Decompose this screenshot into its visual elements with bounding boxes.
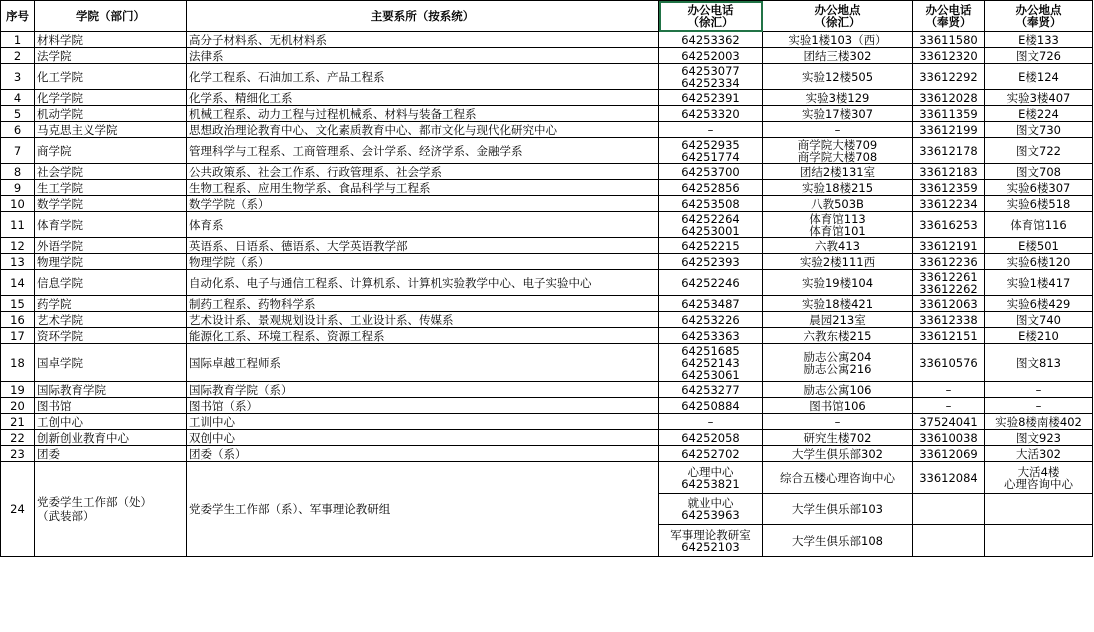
cell-location-fengxian[interactable]: 体育馆116	[985, 212, 1093, 238]
cell-phone-fengxian[interactable]: 33612028	[913, 90, 985, 106]
table-row	[1, 296, 1093, 312]
table-row	[1, 196, 1093, 212]
cell-seq[interactable]: 18	[1, 344, 35, 382]
cell-college[interactable]: 马克思主义学院	[35, 122, 187, 138]
table-row	[1, 212, 1093, 238]
cell-location-xuhui[interactable]: 励志公寓106	[763, 382, 913, 398]
cell-depts[interactable]: 国际教育学院（系）	[187, 382, 659, 398]
cell-phone-fengxian[interactable]: 33612069	[913, 446, 985, 462]
cell-depts[interactable]: 工训中心	[187, 414, 659, 430]
header-seq[interactable]: 序号	[1, 1, 35, 32]
cell-depts[interactable]: 国际卓越工程师系	[187, 344, 659, 382]
cell-college[interactable]: 艺术学院	[35, 312, 187, 328]
table-row	[1, 344, 1093, 382]
cell-depts[interactable]: 艺术设计系、景观规划设计系、工业设计系、传媒系	[187, 312, 659, 328]
cell-location-fengxian[interactable]: 实验6楼120	[985, 254, 1093, 270]
cell-location-xuhui[interactable]: 团结2楼131室	[763, 164, 913, 180]
cell-college[interactable]: 商学院	[35, 138, 187, 164]
cell-location-xuhui[interactable]: 六教东楼215	[763, 328, 913, 344]
cell-seq[interactable]: 2	[1, 48, 35, 64]
cell-location-xuhui[interactable]: 大学生俱乐部302	[763, 446, 913, 462]
cell-phone-fengxian[interactable]: 33612084	[913, 462, 985, 494]
header-depts[interactable]: 主要系所（按系统）	[187, 1, 659, 32]
cell-phone-xuhui[interactable]: 64253363	[659, 328, 763, 344]
cell-college[interactable]: 党委学生工作部（处） （武装部）	[35, 462, 187, 557]
cell-location-fengxian[interactable]: 实验6楼518	[985, 196, 1093, 212]
cell-college[interactable]: 团委	[35, 446, 187, 462]
cell-location-xuhui[interactable]: 晨园213室	[763, 312, 913, 328]
cell-phone-fengxian[interactable]: 37524041	[913, 414, 985, 430]
cell-college[interactable]: 机动学院	[35, 106, 187, 122]
cell-depts[interactable]: 自动化系、电子与通信工程系、计算机系、计算机实验教学中心、电子实验中心	[187, 270, 659, 296]
table-row	[1, 446, 1093, 462]
cell-location-fengxian[interactable]	[985, 494, 1093, 525]
cell-location-fengxian[interactable]: 图文722	[985, 138, 1093, 164]
cell-seq[interactable]: 16	[1, 312, 35, 328]
cell-phone-fengxian[interactable]: 33611580	[913, 32, 985, 48]
cell-phone-fengxian[interactable]: 33612191	[913, 238, 985, 254]
cell-depts[interactable]: 机械工程系、动力工程与过程机械系、材料与装备工程系	[187, 106, 659, 122]
table-row-24	[1, 462, 1093, 494]
cell-location-xuhui[interactable]: 体育馆113 体育馆101	[763, 212, 913, 238]
cell-depts[interactable]: 法律系	[187, 48, 659, 64]
cell-location-fengxian[interactable]: E楼224	[985, 106, 1093, 122]
cell-depts[interactable]: 制药工程系、药物科学系	[187, 296, 659, 312]
cell-location-fengxian[interactable]: E楼133	[985, 32, 1093, 48]
cell-seq[interactable]: 19	[1, 382, 35, 398]
cell-phone-xuhui[interactable]: –	[659, 414, 763, 430]
cell-seq[interactable]: 8	[1, 164, 35, 180]
cell-location-fengxian[interactable]: 图文730	[985, 122, 1093, 138]
cell-depts[interactable]: 化学工程系、石油加工系、产品工程系	[187, 64, 659, 90]
cell-seq[interactable]: 24	[1, 462, 35, 557]
cell-depts[interactable]: 高分子材料系、无机材料系	[187, 32, 659, 48]
cell-location-fengxian[interactable]: 实验8楼南楼402	[985, 414, 1093, 430]
cell-location-fengxian[interactable]: 实验6楼429	[985, 296, 1093, 312]
cell-phone-fengxian[interactable]: 33612261 33612262	[913, 270, 985, 296]
cell-college[interactable]: 创新创业教育中心	[35, 430, 187, 446]
cell-phone-xuhui[interactable]: 64252393	[659, 254, 763, 270]
cell-location-fengxian[interactable]: 实验1楼417	[985, 270, 1093, 296]
cell-depts[interactable]: 物理学院（系）	[187, 254, 659, 270]
cell-phone-fengxian[interactable]: 33610576	[913, 344, 985, 382]
table-row	[1, 430, 1093, 446]
cell-seq[interactable]: 13	[1, 254, 35, 270]
header-location-fengxian[interactable]: 办公地点 （奉贤）	[985, 1, 1093, 32]
cell-phone-fengxian[interactable]: 33612063	[913, 296, 985, 312]
cell-seq[interactable]: 5	[1, 106, 35, 122]
header-phone-fengxian[interactable]: 办公电话 （奉贤）	[913, 1, 985, 32]
cell-phone-xuhui[interactable]: 军事理论教研室 64252103	[659, 525, 763, 557]
cell-college[interactable]: 国卓学院	[35, 344, 187, 382]
cell-location-xuhui[interactable]: –	[763, 414, 913, 430]
cell-college[interactable]: 法学院	[35, 48, 187, 64]
cell-college[interactable]: 化工学院	[35, 64, 187, 90]
cell-location-fengxian[interactable]: 图文726	[985, 48, 1093, 64]
cell-depts[interactable]: 双创中心	[187, 430, 659, 446]
cell-college[interactable]: 工创中心	[35, 414, 187, 430]
cell-location-xuhui[interactable]: 图书馆106	[763, 398, 913, 414]
cell-phone-xuhui[interactable]: 心理中心 64253821	[659, 462, 763, 494]
cell-location-xuhui[interactable]: 六教413	[763, 238, 913, 254]
cell-phone-xuhui[interactable]: 64253277	[659, 382, 763, 398]
cell-college[interactable]: 药学院	[35, 296, 187, 312]
cell-location-xuhui[interactable]: 研究生楼702	[763, 430, 913, 446]
cell-college[interactable]: 图书馆	[35, 398, 187, 414]
cell-depts[interactable]: 体育系	[187, 212, 659, 238]
table-row	[1, 32, 1093, 48]
cell-phone-xuhui[interactable]: 64252935 64251774	[659, 138, 763, 164]
cell-location-fengxian[interactable]: E楼210	[985, 328, 1093, 344]
cell-seq[interactable]: 6	[1, 122, 35, 138]
cell-seq[interactable]: 3	[1, 64, 35, 90]
cell-phone-fengxian[interactable]	[913, 494, 985, 525]
table-row	[1, 138, 1093, 164]
table-row	[1, 312, 1093, 328]
cell-phone-xuhui[interactable]: 64253320	[659, 106, 763, 122]
cell-depts[interactable]: 化学系、精细化工系	[187, 90, 659, 106]
cell-depts[interactable]: 英语系、日语系、德语系、大学英语教学部	[187, 238, 659, 254]
cell-phone-xuhui[interactable]: 64253362	[659, 32, 763, 48]
cell-location-xuhui[interactable]: 励志公寓204 励志公寓216	[763, 344, 913, 382]
cell-location-fengxian[interactable]: 图文923	[985, 430, 1093, 446]
table-row	[1, 414, 1093, 430]
cell-phone-fengxian[interactable]: 33612151	[913, 328, 985, 344]
cell-phone-fengxian[interactable]: 33612292	[913, 64, 985, 90]
cell-location-xuhui[interactable]: 综合五楼心理咨询中心	[763, 462, 913, 494]
cell-depts[interactable]: 公共政策系、社会工作系、行政管理系、社会学系	[187, 164, 659, 180]
cell-location-fengxian[interactable]: E楼501	[985, 238, 1093, 254]
cell-depts[interactable]: 生物工程系、应用生物学系、食品科学与工程系	[187, 180, 659, 196]
cell-phone-fengxian[interactable]: 33612178	[913, 138, 985, 164]
cell-location-fengxian[interactable]: 大活302	[985, 446, 1093, 462]
cell-location-xuhui[interactable]: 实验19楼104	[763, 270, 913, 296]
header-phone-xuhui[interactable]: 办公电话 （徐汇）	[659, 1, 763, 32]
cell-location-fengxian[interactable]: 图文813	[985, 344, 1093, 382]
cell-college[interactable]: 信息学院	[35, 270, 187, 296]
cell-seq[interactable]: 7	[1, 138, 35, 164]
cell-college[interactable]: 体育学院	[35, 212, 187, 238]
cell-phone-xuhui[interactable]: 64253508	[659, 196, 763, 212]
cell-seq[interactable]: 17	[1, 328, 35, 344]
cell-phone-xuhui[interactable]: 64253487	[659, 296, 763, 312]
cell-phone-xuhui[interactable]: 64252003	[659, 48, 763, 64]
table-row	[1, 328, 1093, 344]
cell-phone-xuhui[interactable]: 就业中心 64253963	[659, 494, 763, 525]
cell-location-xuhui[interactable]: 实验18楼215	[763, 180, 913, 196]
cell-seq[interactable]: 10	[1, 196, 35, 212]
cell-college[interactable]: 材料学院	[35, 32, 187, 48]
cell-phone-xuhui[interactable]: 64252391	[659, 90, 763, 106]
cell-phone-fengxian[interactable]: 33610038	[913, 430, 985, 446]
cell-seq[interactable]: 21	[1, 414, 35, 430]
cell-location-xuhui[interactable]: –	[763, 122, 913, 138]
cell-seq[interactable]: 15	[1, 296, 35, 312]
cell-seq[interactable]: 23	[1, 446, 35, 462]
table-row	[1, 164, 1093, 180]
table-row	[1, 382, 1093, 398]
cell-seq[interactable]: 11	[1, 212, 35, 238]
cell-depts[interactable]: 党委学生工作部（系）、军事理论教研组	[187, 462, 659, 557]
cell-seq[interactable]: 4	[1, 90, 35, 106]
table-row	[1, 106, 1093, 122]
cell-phone-fengxian[interactable]: 33611359	[913, 106, 985, 122]
cell-seq[interactable]: 14	[1, 270, 35, 296]
cell-college[interactable]: 生工学院	[35, 180, 187, 196]
table-row	[1, 122, 1093, 138]
cell-location-fengxian[interactable]: 实验6楼307	[985, 180, 1093, 196]
cell-phone-xuhui[interactable]: 64252264 64253001	[659, 212, 763, 238]
cell-phone-fengxian[interactable]: –	[913, 398, 985, 414]
cell-location-xuhui[interactable]: 实验3楼129	[763, 90, 913, 106]
cell-location-fengxian[interactable]: 实验3楼407	[985, 90, 1093, 106]
cell-location-xuhui[interactable]: 团结三楼302	[763, 48, 913, 64]
cell-depts[interactable]: 团委（系）	[187, 446, 659, 462]
cell-college[interactable]: 资环学院	[35, 328, 187, 344]
table-row	[1, 254, 1093, 270]
table-row	[1, 90, 1093, 106]
cell-phone-fengxian[interactable]: 33612338	[913, 312, 985, 328]
cell-depts[interactable]: 管理科学与工程系、工商管理系、会计学系、经济学系、金融学系	[187, 138, 659, 164]
cell-location-xuhui[interactable]: 实验17楼307	[763, 106, 913, 122]
cell-location-xuhui[interactable]: 大学生俱乐部103	[763, 494, 913, 525]
cell-phone-xuhui[interactable]: 64251685 64252143 64253061	[659, 344, 763, 382]
cell-college[interactable]: 外语学院	[35, 238, 187, 254]
cell-phone-xuhui[interactable]: 64252215	[659, 238, 763, 254]
cell-depts[interactable]: 能源化工系、环境工程系、资源工程系	[187, 328, 659, 344]
cell-phone-fengxian[interactable]: 33612183	[913, 164, 985, 180]
table-row	[1, 64, 1093, 90]
cell-phone-xuhui[interactable]: 64253077 64252334	[659, 64, 763, 90]
cell-location-xuhui[interactable]: 商学院大楼709 商学院大楼708	[763, 138, 913, 164]
cell-seq[interactable]: 1	[1, 32, 35, 48]
cell-phone-xuhui[interactable]: –	[659, 122, 763, 138]
table-row	[1, 238, 1093, 254]
cell-phone-fengxian[interactable]: 33612236	[913, 254, 985, 270]
cell-phone-fengxian[interactable]: 33612199	[913, 122, 985, 138]
header-location-xuhui[interactable]: 办公地点 （徐汇）	[763, 1, 913, 32]
cell-location-fengxian[interactable]: –	[985, 382, 1093, 398]
table-row	[1, 398, 1093, 414]
cell-phone-fengxian[interactable]: –	[913, 382, 985, 398]
cell-phone-xuhui[interactable]: 64253226	[659, 312, 763, 328]
cell-seq[interactable]: 9	[1, 180, 35, 196]
cell-location-xuhui[interactable]: 八教503B	[763, 196, 913, 212]
cell-location-xuhui[interactable]: 实验12楼505	[763, 64, 913, 90]
cell-phone-fengxian[interactable]	[913, 525, 985, 557]
cell-location-fengxian[interactable]: 图文708	[985, 164, 1093, 180]
cell-phone-xuhui[interactable]: 64253700	[659, 164, 763, 180]
cell-college[interactable]: 国际教育学院	[35, 382, 187, 398]
cell-phone-xuhui[interactable]: 64252856	[659, 180, 763, 196]
table-row	[1, 270, 1093, 296]
cell-phone-xuhui[interactable]: 64252246	[659, 270, 763, 296]
header-college[interactable]: 学院（部门）	[35, 1, 187, 32]
cell-depts[interactable]: 图书馆（系）	[187, 398, 659, 414]
table-row	[1, 48, 1093, 64]
cell-location-xuhui[interactable]: 实验2楼111西	[763, 254, 913, 270]
table-row	[1, 180, 1093, 196]
cell-location-fengxian[interactable]: E楼124	[985, 64, 1093, 90]
cell-college[interactable]: 化学学院	[35, 90, 187, 106]
cell-seq[interactable]: 20	[1, 398, 35, 414]
cell-depts[interactable]: 思想政治理论教育中心、文化素质教育中心、都市文化与现代化研究中心	[187, 122, 659, 138]
cell-location-fengxian[interactable]: 图文740	[985, 312, 1093, 328]
cell-phone-fengxian[interactable]: 33616253	[913, 212, 985, 238]
cell-location-fengxian[interactable]: –	[985, 398, 1093, 414]
cell-phone-fengxian[interactable]: 33612359	[913, 180, 985, 196]
cell-college[interactable]: 社会学院	[35, 164, 187, 180]
header-row	[1, 1, 1093, 32]
cell-phone-fengxian[interactable]: 33612234	[913, 196, 985, 212]
cell-phone-xuhui[interactable]: 64250884	[659, 398, 763, 414]
cell-phone-xuhui[interactable]: 64252058	[659, 430, 763, 446]
cell-seq[interactable]: 22	[1, 430, 35, 446]
table-body	[1, 32, 1093, 557]
cell-location-xuhui[interactable]: 大学生俱乐部108	[763, 525, 913, 557]
cell-location-xuhui[interactable]: 实验18楼421	[763, 296, 913, 312]
cell-phone-fengxian[interactable]: 33612320	[913, 48, 985, 64]
cell-seq[interactable]: 12	[1, 238, 35, 254]
cell-depts[interactable]: 数学学院（系）	[187, 196, 659, 212]
cell-college[interactable]: 数学学院	[35, 196, 187, 212]
cell-college[interactable]: 物理学院	[35, 254, 187, 270]
cell-location-fengxian[interactable]: 大活4楼 心理咨询中心	[985, 462, 1093, 494]
cell-location-xuhui[interactable]: 实验1楼103（西）	[763, 32, 913, 48]
cell-phone-xuhui[interactable]: 64252702	[659, 446, 763, 462]
cell-location-fengxian[interactable]	[985, 525, 1093, 557]
